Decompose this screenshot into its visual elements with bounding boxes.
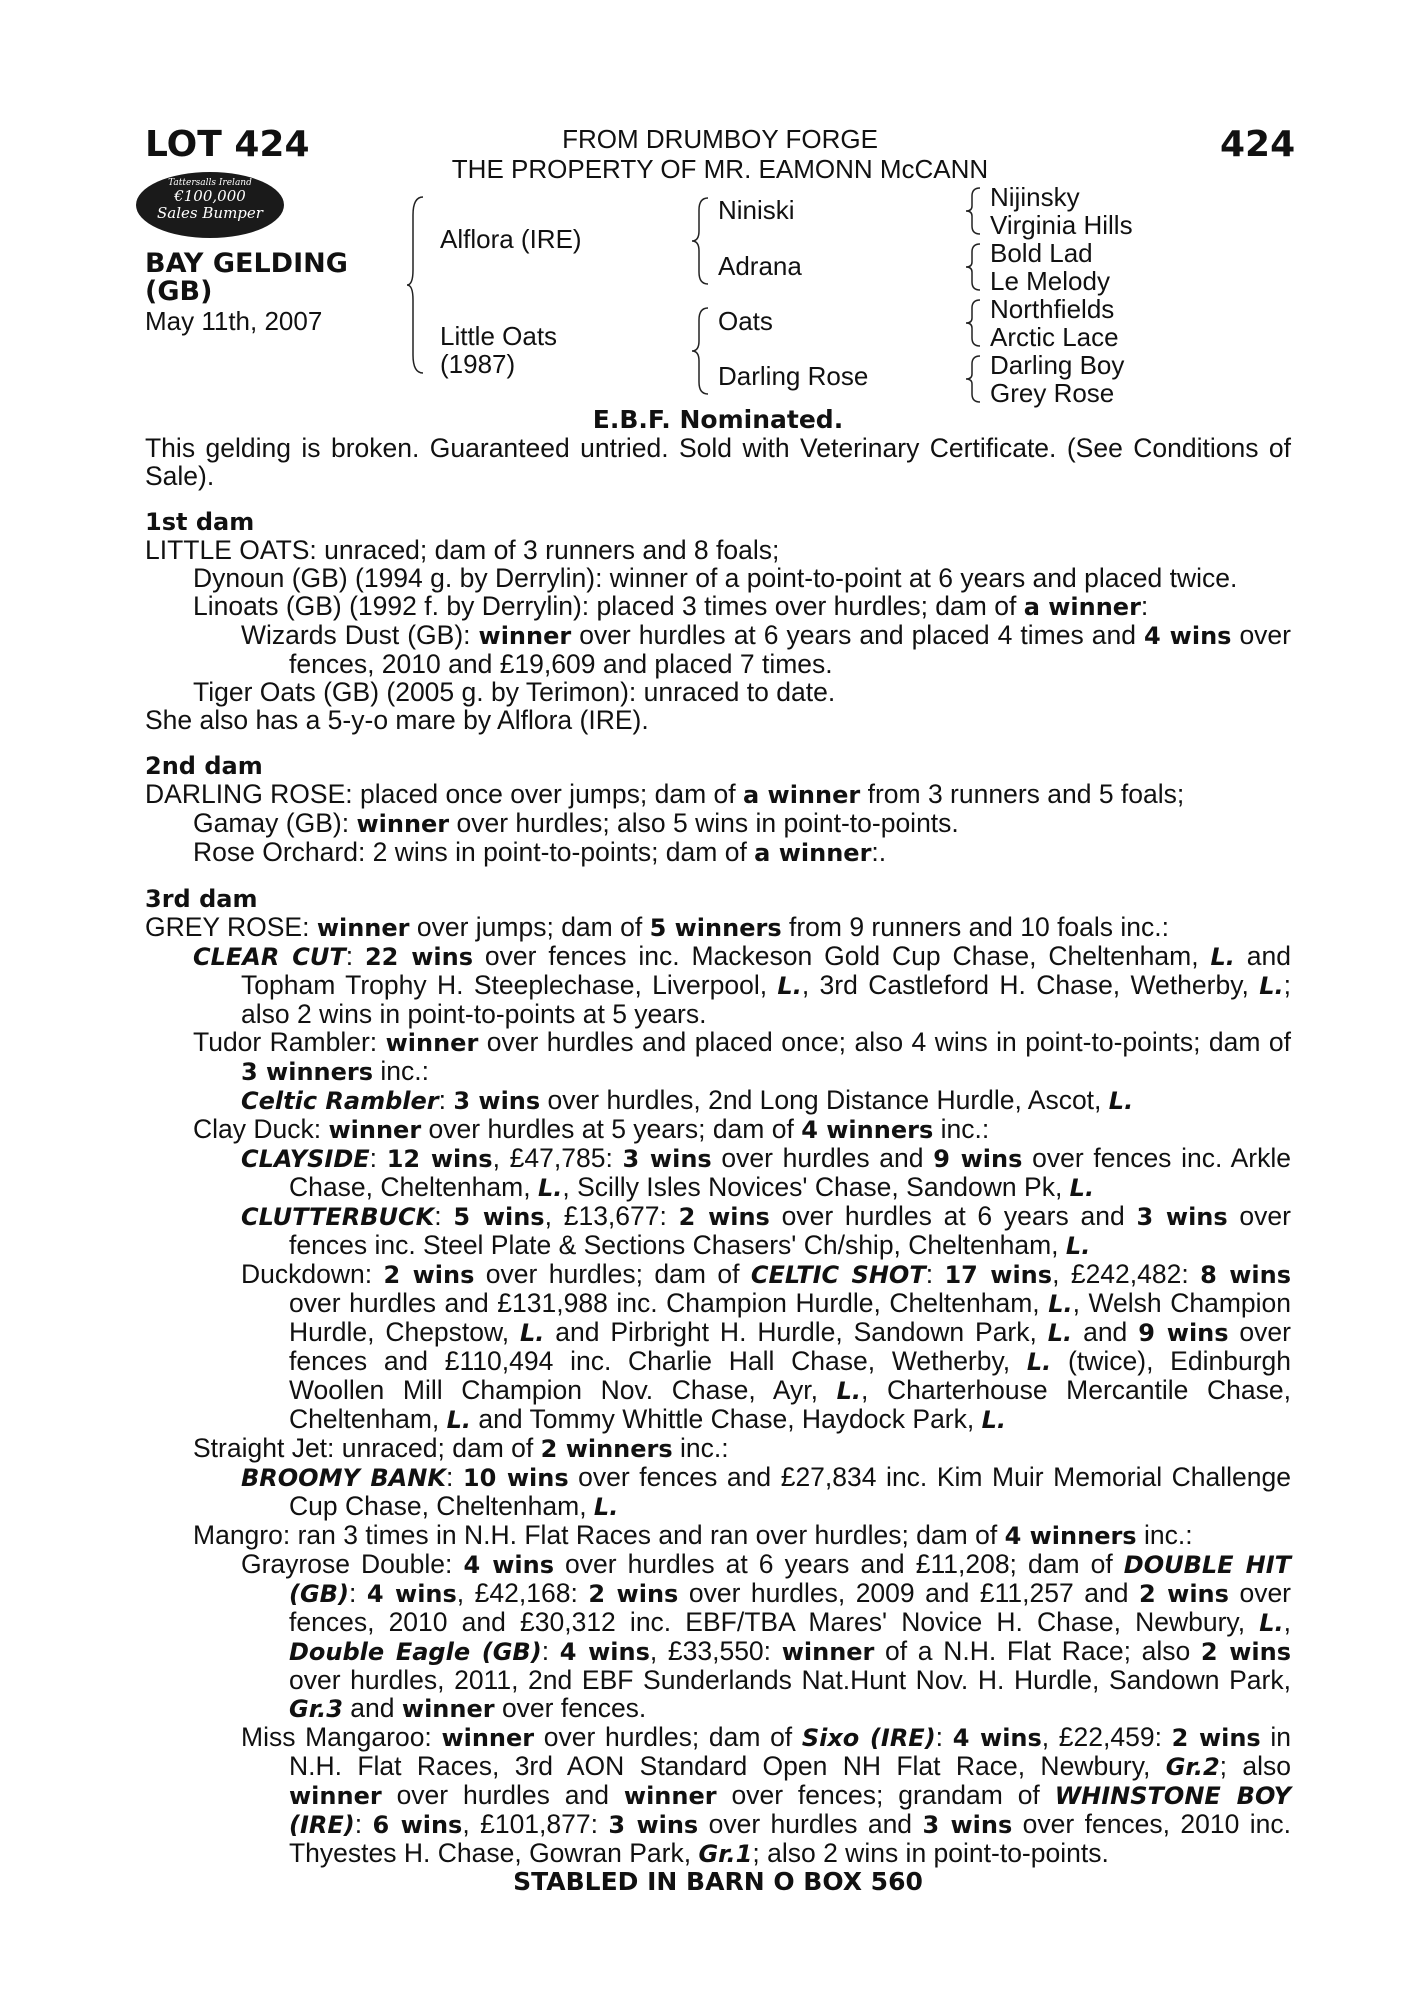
dam1-produce-2: Linoats (GB) (1992 f. by Derrylin): placed 3 times over hurdles; dam of a winner:: [193, 591, 1149, 621]
dam1-produce-3: Tiger Oats (GB) (2005 g. by Terimon): unraced to date.: [193, 677, 836, 707]
pedigree-brace-g3: [964, 298, 982, 348]
sire: Alflora (IRE): [440, 224, 582, 254]
pedigree-brace-sire: [690, 196, 710, 286]
granddam-1: Adrana: [718, 251, 802, 281]
badge-title: Sales Bumper: [157, 204, 263, 222]
great-grandsire-3: Northfields: [990, 294, 1115, 324]
great-granddam-1: Virginia Hills: [990, 210, 1133, 240]
ebf-nominated: E.B.F. Nominated.: [592, 405, 844, 434]
dam-year: (1987): [440, 349, 516, 379]
badge-amount: €100,000: [174, 187, 246, 205]
from-line: FROM DRUMBOY FORGE: [562, 124, 878, 154]
dam1-intro: LITTLE OATS: unraced; dam of 3 runners and 8 foals;: [145, 535, 780, 565]
dam2-intro: DARLING ROSE: placed once over jumps; dam of a winner from 3 runners and 5 foals;: [145, 779, 1185, 809]
grandsire-2: Oats: [718, 306, 773, 336]
great-granddam-4: Grey Rose: [990, 378, 1115, 408]
dam1-heading: 1st dam: [145, 508, 255, 536]
stabled-line: STABLED IN BARN O BOX 560: [513, 1867, 923, 1896]
great-granddam-3: Arctic Lace: [990, 322, 1119, 352]
tudor-rambler-entry: Tudor Rambler: winner over hurdles and placed once; also 4 wins in point-to-points; dam of 3 winners inc.:: [193, 1027, 1291, 1086]
clear-cut-entry: CLEAR CUT: 22 wins over fences inc. Mackeson Gold Cup Chase, Cheltenham, L. and Topham Trophy H. Steeplechase, Liverpool, L., 3rd Castleford H. Chase, Wetherby, L.; also 2 wins in point-to-points at 5 years.: [193, 941, 1292, 1029]
lot-label: LOT 424: [145, 124, 310, 165]
pedigree-brace-dam: [690, 306, 710, 396]
sales-bumper-badge: [136, 172, 284, 238]
dam2-produce-1: Gamay (GB): winner over hurdles; also 5 wins in point-to-points.: [193, 808, 959, 838]
pedigree-brace-main: [405, 195, 425, 375]
sex-origin: (GB): [145, 276, 213, 307]
pedigree-brace-g2: [964, 242, 982, 292]
property-line: THE PROPERTY OF MR. EAMONN McCANN: [451, 154, 989, 184]
clayside-entry: CLAYSIDE: 12 wins, £47,785: 3 wins over hurdles and 9 wins over fences inc. Arkle Chase, Cheltenham, L., Scilly Isles Novices' Chase, Sandown Pk, L.: [241, 1143, 1291, 1202]
sale-note: This gelding is broken. Guaranteed untried. Sold with Veterinary Certificate. (See Conditions of Sale).: [145, 433, 1291, 491]
dam1-grandproduce-1: Wizards Dust (GB): winner over hurdles at 6 years and placed 4 times and 4 wins over fences, 2010 and £19,609 and placed 7 times.: [241, 620, 1291, 679]
miss-mangaroo-entry: Miss Mangaroo: winner over hurdles; dam of Sixo (IRE): 4 wins, £22,459: 2 wins in N.H. Flat Races, 3rd AON Standard Open NH Flat Race, Newbury, Gr.2; also winner over hurdles and winner over fences; grandam of WHINSTONE BOY (IRE): 6 wins, £101,877: 3 wins over hurdles and 3 wins over fences, 2010 inc. Thyestes H. Chase, Gowran Park, Gr.1; also 2 wins in point-to-points.: [241, 1722, 1292, 1868]
dam2-heading: 2nd dam: [145, 752, 263, 780]
lot-number: 424: [1220, 124, 1296, 165]
dam: [440, 322, 557, 378]
grandsire-1: Niniski: [718, 195, 795, 225]
great-grandsire-1: Nijinsky: [990, 182, 1080, 212]
granddam-2: Darling Rose: [718, 361, 869, 391]
dam1-note: She also has a 5-y-o mare by Alflora (IRE).: [145, 705, 649, 735]
catalogue-body: [145, 434, 1291, 1896]
grayrose-double-entry: Grayrose Double: 4 wins over hurdles at 6 years and £11,208; dam of DOUBLE HIT (GB): 4 wins, £42,168: 2 wins over hurdles, 2009 and £11,257 and 2 wins over fences, 2010 and £30,312 inc. EBF/TBA Mares' Novice H. Chase, Newbury, L., Double Eagle (GB): 4 wins, £33,550: winner of a N.H. Flat Race; also 2 wins over hurdles, 2011, 2nd EBF Sunderlands Nat.Hunt Nov. H. Hurdle, Sandown Park, Gr.3 and winner over fences.: [241, 1549, 1292, 1723]
dam1-produce-1: Dynoun (GB) (1994 g. by Derrylin): winner of a point-to-point at 6 years and placed twice.: [193, 563, 1238, 593]
badge-brand: Tattersalls Ireland: [168, 178, 252, 188]
straight-jet-entry: Straight Jet: unraced; dam of 2 winners inc.:: [193, 1433, 729, 1463]
great-grandsire-4: Darling Boy: [990, 350, 1125, 380]
dam3-heading: 3rd dam: [145, 885, 258, 913]
dam2-produce-2: Rose Orchard: 2 wins in point-to-points; dam of a winner:.: [193, 837, 887, 867]
vendor-header: [420, 124, 1020, 184]
horse-sex: [145, 250, 348, 306]
pedigree-brace-g1: [964, 186, 982, 236]
great-grandsire-2: Bold Lad: [990, 238, 1093, 268]
clay-duck-entry: Clay Duck: winner over hurdles at 5 years; dam of 4 winners inc.:: [193, 1114, 990, 1144]
dam-name: Little Oats: [440, 321, 558, 351]
pedigree-brace-g4: [964, 354, 982, 404]
clutterbuck-entry: CLUTTERBUCK: 5 wins, £13,677: 2 wins over hurdles at 6 years and 3 wins over fences inc. Steel Plate & Sections Chasers' Ch/ship, Cheltenham, L.: [241, 1201, 1291, 1260]
great-granddam-2: Le Melody: [990, 266, 1110, 296]
duckdown-entry: Duckdown: 2 wins over hurdles; dam of CELTIC SHOT: 17 wins, £242,482: 8 wins over hurdles and £131,988 inc. Champion Hurdle, Cheltenham, L., Welsh Champion Hurdle, Chepstow, L. and Pirbright H. Hurdle, Sandown Park, L. and 9 wins over fences and £110,494 inc. Charlie Hall Chase, Wetherby, L. (twice), Edinburgh Woollen Mill Champion Nov. Chase, Ayr, L., Charterhouse Mercantile Chase, Cheltenham, L. and Tommy Whittle Chase, Haydock Park, L.: [241, 1259, 1292, 1434]
dam3-intro: GREY ROSE: winner over jumps; dam of 5 winners from 9 runners and 10 foals inc.:: [145, 912, 1170, 942]
mangro-entry: Mangro: ran 3 times in N.H. Flat Races and ran over hurdles; dam of 4 winners inc.:: [193, 1520, 1193, 1550]
celtic-rambler-entry: Celtic Rambler: 3 wins over hurdles, 2nd Long Distance Hurdle, Ascot, L.: [241, 1085, 1134, 1115]
horse-dob: May 11th, 2007: [145, 306, 323, 336]
sex-line: BAY GELDING: [145, 248, 348, 279]
broomy-bank-entry: BROOMY BANK: 10 wins over fences and £27,834 inc. Kim Muir Memorial Challenge Cup Chase, Cheltenham, L.: [241, 1462, 1292, 1521]
